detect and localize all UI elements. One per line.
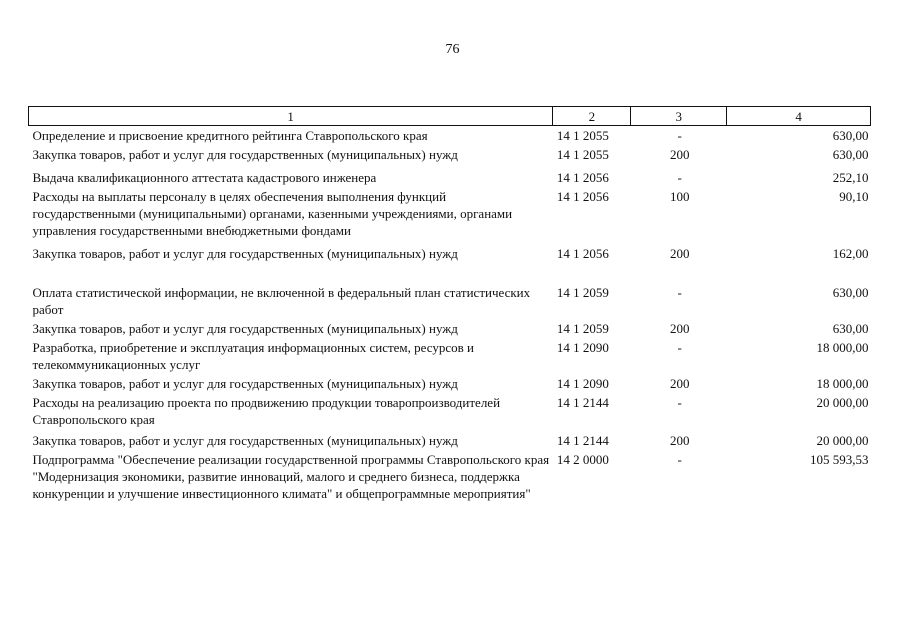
table-row [29,318,871,337]
budget-table [28,106,871,502]
table-row [29,239,871,262]
row-amount: 105 593,53 [810,452,869,467]
row-type: - [677,285,682,300]
row-name: Оплата статистической информации, не включенной в федеральный план статистических работ [32,285,531,317]
row-type: 200 [669,321,690,336]
row-code: 14 1 2090 [556,340,609,355]
row-amount: 18 000,00 [816,340,869,355]
row-name: Закупка товаров, работ и услуг для государственных (муниципальных) нужд [32,321,458,336]
row-name: Закупка товаров, работ и услуг для государственных (муниципальных) нужд [32,433,458,448]
row-code: 14 1 2056 [556,170,609,185]
row-type: - [677,395,682,410]
row-name: Определение и присвоение кредитного рейтинга Ставропольского края [32,128,428,143]
row-amount: 630,00 [832,147,869,162]
table-row [29,428,871,449]
row-amount: 90,10 [839,189,869,204]
row-type: - [677,340,682,355]
row-code: 14 1 2144 [556,433,609,448]
row-name: Подпрограмма "Обеспечение реализации государственной программы Ставропольского края "Модернизация экономики, развитие инноваций, малого и среднего бизнеса, поддержка конкуренции и улучшение инвестиционного климата" и общепрограммные мероприятия" [32,452,550,501]
header-row [29,107,871,126]
row-amount: 630,00 [832,128,869,143]
row-amount: 18 000,00 [816,376,869,391]
row-name: Расходы на реализацию проекта по продвижению продукции товаропроизводителей Ставропольского края [32,395,501,427]
row-code: 14 2 0000 [556,452,609,467]
row-type: - [677,128,682,143]
header-col-1: 1 [29,107,553,126]
row-type: 200 [669,376,690,391]
row-name: Разработка, приобретение и эксплуатация информационных систем, ресурсов и телекоммуникационных услуг [32,340,474,372]
row-type: 200 [669,147,690,162]
row-code: 14 1 2055 [556,128,609,143]
row-amount: 20 000,00 [816,433,869,448]
table-body [29,126,871,503]
row-type: 200 [669,433,690,448]
table-row [29,186,871,239]
row-name: Расходы на выплаты персоналу в целях обеспечения выполнения функций государственными (муниципальными) органами, казенными учреждениями, органами управления государственными внебюджетными фондами [32,189,513,238]
row-amount: 252,10 [832,170,869,185]
row-code: 14 1 2056 [556,246,609,261]
row-type: - [677,170,682,185]
row-name: Выдача квалификационного аттестата кадастрового инженера [32,170,377,185]
header-col-2: 2 [553,107,631,126]
page-number: 76 [445,42,460,57]
header-col-3: 3 [631,107,727,126]
row-name: Закупка товаров, работ и услуг для государственных (муниципальных) нужд [32,246,458,261]
row-code: 14 1 2090 [556,376,609,391]
table-row [29,163,871,186]
row-type: 200 [669,246,690,261]
table-row [29,144,871,163]
table-row [29,262,871,318]
row-amount: 20 000,00 [816,395,869,410]
row-amount: 630,00 [832,321,869,336]
table-row [29,373,871,392]
row-code: 14 1 2056 [556,189,609,204]
table-header [29,107,871,126]
table-row [29,449,871,502]
table-row [29,392,871,428]
row-amount: 162,00 [832,246,869,261]
row-code: 14 1 2055 [556,147,609,162]
row-type: 100 [669,189,690,204]
row-code: 14 1 2059 [556,321,609,336]
row-name: Закупка товаров, работ и услуг для государственных (муниципальных) нужд [32,376,458,391]
row-amount: 630,00 [832,285,869,300]
row-code: 14 1 2144 [556,395,609,410]
table-row [29,337,871,373]
row-type: - [677,452,682,467]
header-col-4: 4 [727,107,871,126]
row-code: 14 1 2059 [556,285,609,300]
table-row [29,126,871,145]
row-name: Закупка товаров, работ и услуг для государственных (муниципальных) нужд [32,147,458,162]
